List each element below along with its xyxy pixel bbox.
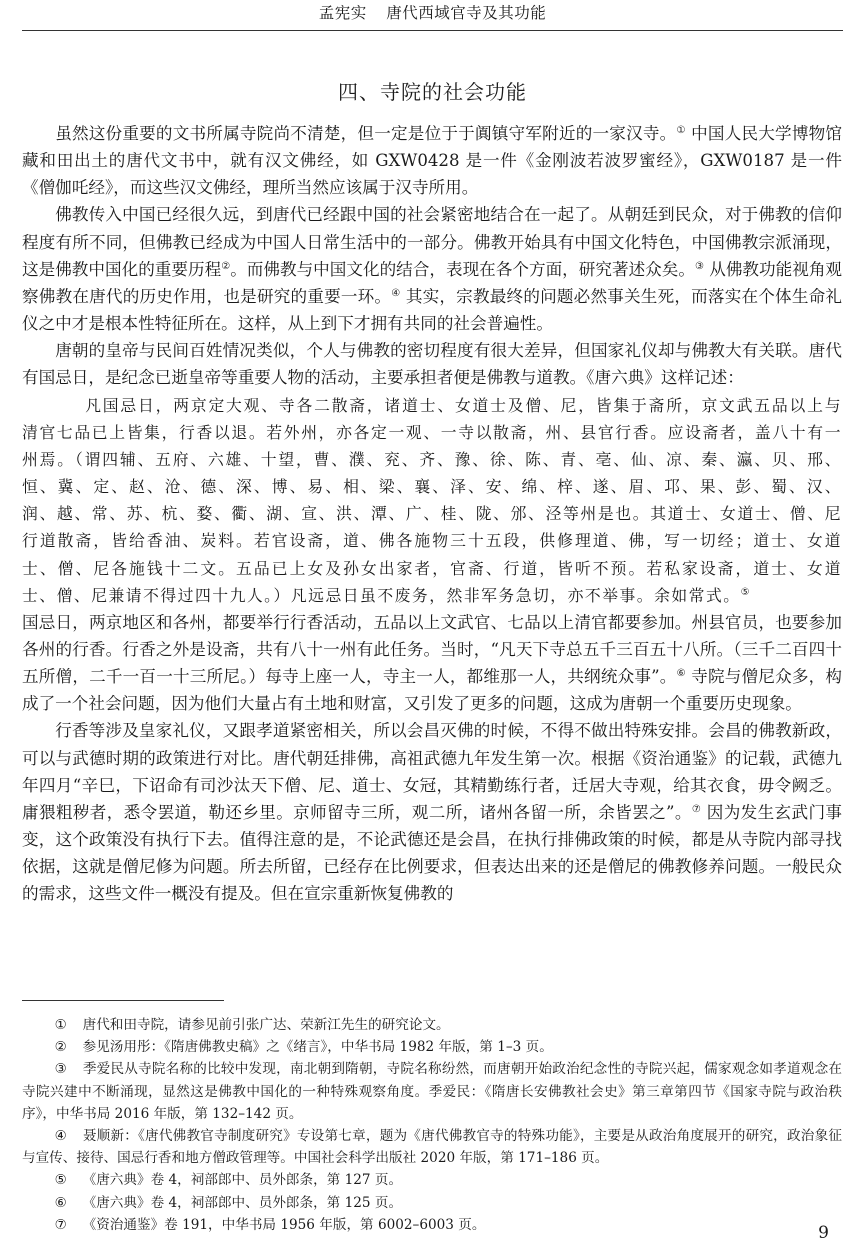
text-run: 唐朝的皇帝与民间百姓情况类似，个人与佛教的密切程度有很大差异，但国家礼仪却与佛教大有关联。唐代有国忌日，是纪念已逝皇帝等重要人物的活动，主要承担者便是佛教与道教。《唐六典》这样记述： <box>22 341 842 388</box>
text-run: 从佛教功能视角观察佛教在唐代的历史作用，也是研究的重要一环。 <box>22 259 843 306</box>
footnote-number: ④ <box>54 1128 67 1145</box>
header-title: 唐代西域官寺及其功能 <box>386 4 547 22</box>
footnotes <box>22 1014 842 1236</box>
footnote <box>22 1192 842 1214</box>
paragraph <box>22 717 842 907</box>
footnote-ref[interactable]: ⑥ <box>676 668 686 680</box>
text-run: 凡国忌日，两京定大观、寺各二散斋，诸道士、女道士及僧、尼，皆集于斋所，京文武五品以上与清官七品已上皆集，行香以退。若外州，亦各定一观、一寺以散斋，州、县官行香。应设斋者，盖八十有一州焉。（谓四辅、五府、六雄、十望，曹、濮、兖、齐、豫、徐、陈、青、亳、仙、凉、秦、瀛、贝、邢、恒、冀、定、赵、沧、德、深、博、易、相、梁、襄、泽、安、绵、梓、遂、眉、邛、果、彭、蜀、汉、润、越、常、苏、杭、婺、衢、湖、宣、洪、潭、广、桂、陇、邠、泾等州是也。其道士、女道士、僧、尼行道散斋，皆给香油、炭料。若官设斋，道、佛各施物三十五段，供修理道、佛，写一切经；道士、女道士、僧、尼各施钱十二文。五品已上女及孙女出家者，官斋、行道，皆听不预。若私家设斋，道士、女道士、僧、尼兼请不得过四十九人。）凡远忌日虽不废务，然非军务急切，亦不举事。余如常式。 <box>22 395 842 605</box>
footnote-ref[interactable]: ① <box>676 125 686 136</box>
text-run: 国忌日，两京地区和各州，都要举行行香活动，五品以上文武官、七品以上清官都要参加。州县官员，也要参加各州的行香。行香之外是设斋，共有八十一州有此任务。当时，“凡天下寺总五千三百五十八所。（三千二百四十五所僧，二千一百一十三所尼。）每寺上座一人，寺主一人，都维那一人，共纲统众事”。 <box>22 612 842 687</box>
footnote-text: 参见汤用彤：《隋唐佛教史稿》之《绪言》，中华书局 1982 年版，第 1–3 页。 <box>82 1039 553 1056</box>
footnote-text: 《唐六典》卷 4，祠部郎中、员外郎条，第 127 页。 <box>82 1172 403 1189</box>
footnote-number: ② <box>54 1039 67 1056</box>
text-run: 虽然这份重要的文书所属寺院尚不清楚，但一定是位于于阗镇守军附近的一家汉寺。 <box>55 124 677 143</box>
footnote-ref[interactable]: ⑤ <box>740 586 752 598</box>
paragraph <box>22 609 842 718</box>
footnote-text: 聂顺新：《唐代佛教官寺制度研究》专设第七章，题为《唐代佛教官寺的特殊功能》，主要是从政治角度展开的研究，政治象征与宣传、接待、国忌行香和地方僧政管理等。中国社会科学出版社 2020 年版，第 171–186 页。 <box>22 1128 842 1167</box>
footnote-text: 季爱民从寺院名称的比较中发现，南北朝到隋朝，寺院名称纷然，而唐朝开始政治纪念性的寺院兴起，儒家观念如孝道观念在寺院兴建中不断涌现，显然这是佛教中国化的一种特殊观察角度。季爱民：《隋唐长安佛教社会史》第三章第四节《国家寺院与政治秩序》，中华书局 2016 年版，第 132–142 页。 <box>22 1061 842 1122</box>
footnote <box>22 1125 842 1169</box>
text-run: 寺院与僧尼众多，构成了一个社会问题，因为他们大量占有土地和财富，又引发了更多的问题，这成为唐朝一个重要历史现象。 <box>22 667 842 714</box>
footnote-ref[interactable]: ⑦ <box>691 803 702 815</box>
footnote <box>22 1036 842 1058</box>
text-run: 其实，宗教最终的问题必然事关生死，而落实在个体生命礼仪之中才是根本性特征所在。这样，从上到下才拥有共同的社会普遍性。 <box>22 286 842 334</box>
paragraph <box>22 201 842 337</box>
paragraphs <box>22 120 842 392</box>
footnote-number: ③ <box>54 1061 67 1078</box>
footnote-ref[interactable]: ④ <box>391 287 401 299</box>
text-run: 因为发生玄武门事变，这个政策没有执行下去。值得注意的是，不论武德还是会昌，在执行排佛政策的时候，都是从寺院内部寻找依据，这就是僧尼修为问题。所去所留，已经存在比例要求，但表达出来的还是僧尼的佛教修养问题。一般民众的需求，这些文件一概没有提及。但在宣宗重新恢复佛教的 <box>22 802 842 904</box>
page-number: 9 <box>818 1223 829 1243</box>
running-header <box>22 0 843 31</box>
paragraph <box>22 337 842 391</box>
footnote-number: ⑤ <box>54 1172 67 1189</box>
footnote <box>22 1058 842 1125</box>
footnote-number: ⑥ <box>54 1194 67 1211</box>
footnote-text: 唐代和田寺院，请参见前引张广达、荣新江先生的研究论文。 <box>82 1017 450 1033</box>
footnote-text: 《唐六典》卷 4，祠部郎中、员外郎条，第 125 页。 <box>82 1194 403 1211</box>
main-text <box>22 120 842 908</box>
footnote <box>22 1014 842 1036</box>
block-quote <box>22 392 842 609</box>
footnote-text: 《资治通鉴》卷 191，中华书局 1956 年版，第 6002–6003 页。 <box>82 1216 486 1233</box>
footnote <box>22 1169 842 1191</box>
footnote-number: ⑦ <box>54 1216 67 1233</box>
text-run: 行香等涉及皇家礼仪，又跟孝道紧密相关，所以会昌灭佛的时候，不得不做出特殊安排。会昌的佛教新政，可以与武德时期的政策进行对比。唐代朝廷排佛，高祖武德九年发生第一次。根据《资治通鉴》的记载，武德九年四月“辛巳，下诏命有司沙汰天下僧、尼、道士、女冠，其精勤练行者，迁居大寺观，给其衣食，毋令阙乏。庸猥粗秽者，悉令罢道，勒还乡里。京师留寺三所，观二所，诸州各留一所，余皆罢之”。 <box>22 721 842 822</box>
text-run: 。而佛教与中国文化的结合，表现在各个方面，研究著述众矣。 <box>230 259 695 279</box>
header-author: 孟宪实 <box>318 4 367 22</box>
quote-paragraph <box>22 392 842 609</box>
footnote-ref[interactable]: ② <box>221 260 231 272</box>
footnote-rule <box>22 1000 224 1001</box>
paragraph <box>22 120 842 201</box>
section-title: 四、寺院的社会功能 <box>338 80 527 104</box>
footnote <box>22 1214 842 1236</box>
text-run: 佛教传入中国已经很久远，到唐代已经跟中国的社会紧密地结合在一起了。从朝廷到民众，对于佛教的信仰程度有所不同，但佛教已经成为中国人日常生活中的一部分。佛教开始具有中国文化特色，中国佛教宗派涌现，这是佛教中国化的重要历程 <box>22 205 842 279</box>
footnote-number: ① <box>54 1017 67 1033</box>
footnote-ref[interactable]: ③ <box>694 260 704 272</box>
text-run: 中国人民大学博物馆藏和田出土的唐代文书中，就有汉文佛经，如 GXW0428 是一件《金刚波若波罗蜜经》，GXW0187 是一件《僧伽吒经》，而这些汉文佛经，理所当然应该属于汉寺所用。 <box>22 124 842 198</box>
paragraphs-after-quote <box>22 609 842 908</box>
